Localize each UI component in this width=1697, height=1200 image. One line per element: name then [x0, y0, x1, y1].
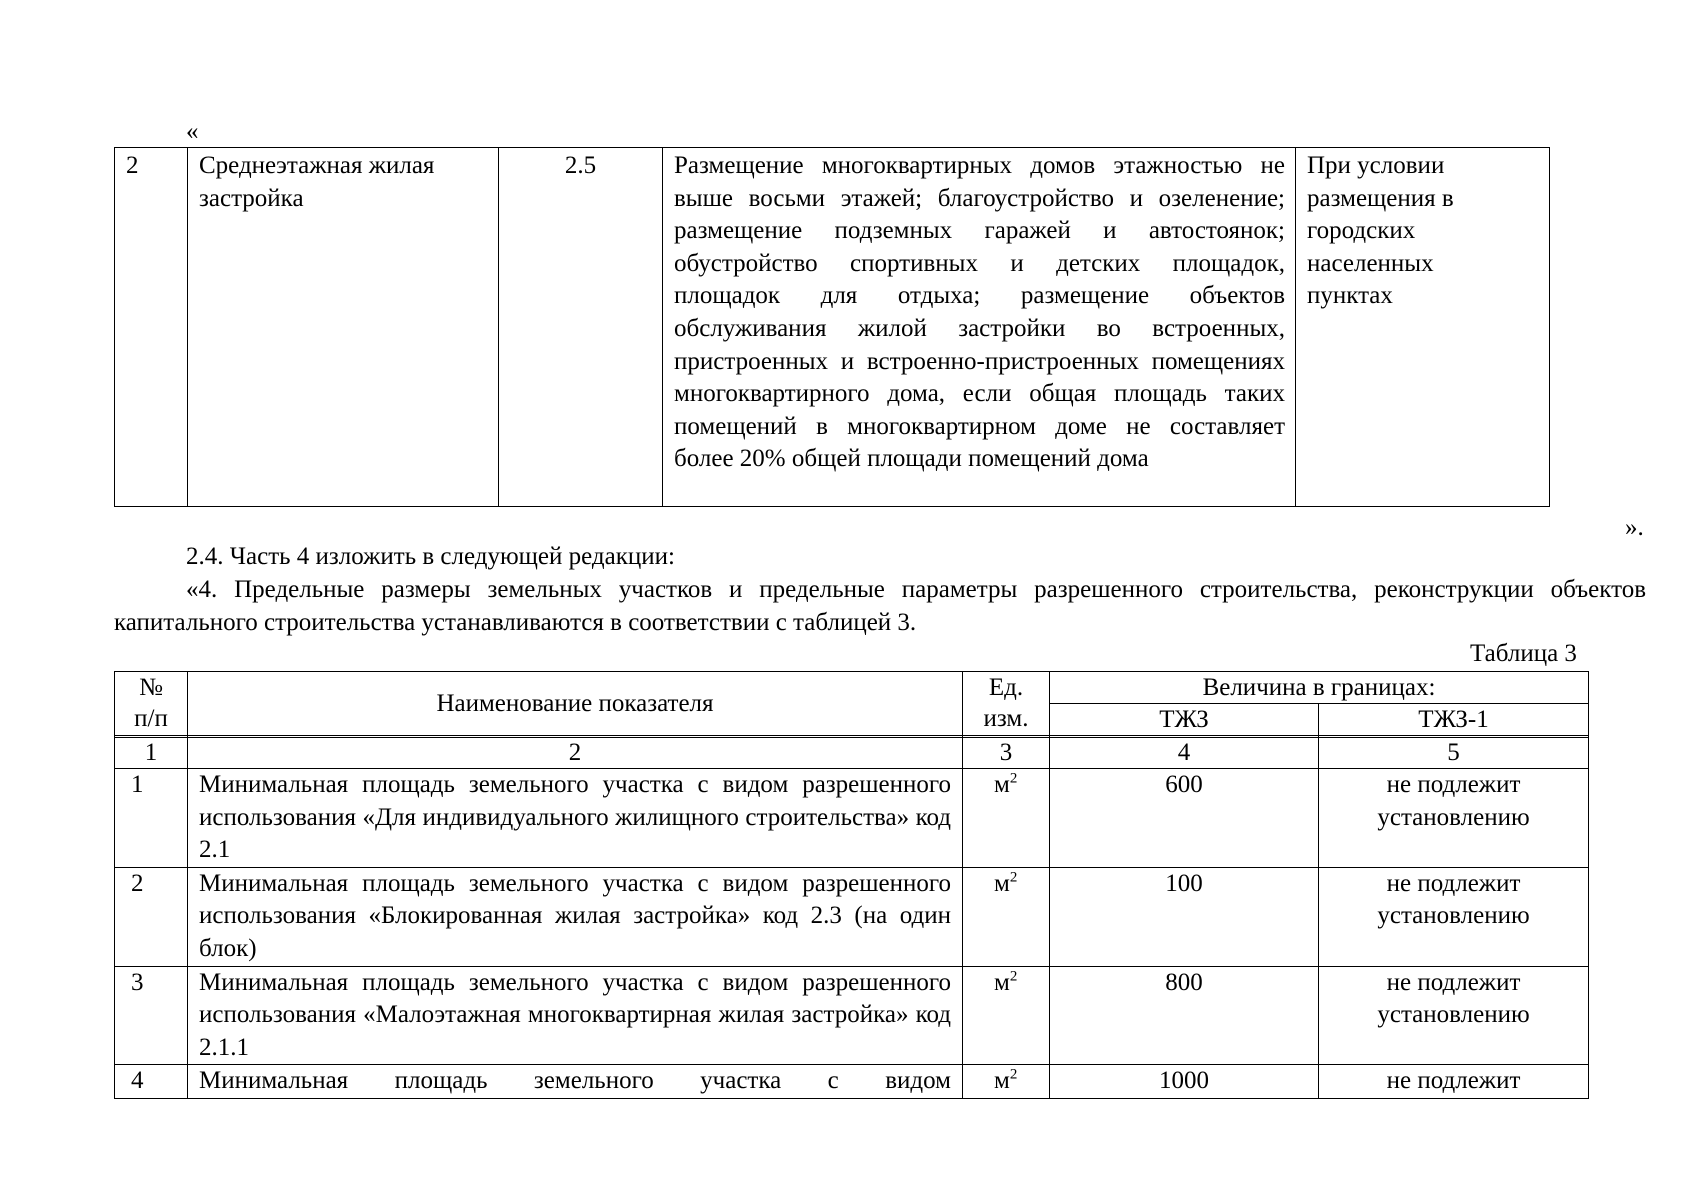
header-tzh3: ТЖЗ: [1050, 704, 1319, 736]
value-tzh3-1: не подлежит установлению: [1319, 769, 1589, 868]
indicator-name: Минимальная площадь земельного участка с видом разрешенного использования «Блокированная жилая застройка» код 2.3 (на один блок): [188, 867, 963, 966]
table-row: [115, 148, 1550, 507]
table-header-row: [115, 672, 1589, 704]
column-index: 3: [963, 738, 1050, 769]
land-use-name: Среднеэтажная жилая застройка: [188, 148, 499, 507]
row-number: 4: [115, 1065, 188, 1099]
closing-quote: ».: [1625, 514, 1644, 541]
indicator-name: Минимальная площадь земельного участка с видом: [188, 1065, 963, 1099]
row-number: 1: [115, 769, 188, 868]
row-number: 2: [115, 148, 188, 507]
row-number: 2: [115, 867, 188, 966]
value-tzh3: 100: [1050, 867, 1319, 966]
value-tzh3-1: не подлежит установлению: [1319, 966, 1589, 1065]
value-tzh3: 600: [1050, 769, 1319, 868]
indicator-name: Минимальная площадь земельного участка с видом разрешенного использования «Для индивидуального жилищного строительства» код 2.1: [188, 769, 963, 868]
table-row: [115, 769, 1589, 868]
column-index-row: [115, 738, 1589, 769]
indicator-name: Минимальная площадь земельного участка с видом разрешенного использования «Малоэтажная многоквартирная жилая застройка» код 2.1.1: [188, 966, 963, 1065]
unit-cell: $м^2$: [963, 867, 1050, 966]
table-caption: Таблица 3: [1470, 640, 1577, 667]
unit-cell: $м^2$: [963, 769, 1050, 868]
header-name: Наименование показателя: [188, 672, 963, 736]
paragraph-2-4: 2.4. Часть 4 изложить в следующей редакции:: [186, 543, 675, 570]
row-number: 3: [115, 966, 188, 1065]
value-tzh3-1: не подлежит установлению: [1319, 867, 1589, 966]
land-use-table-fragment: [114, 147, 1550, 507]
column-index: 1: [115, 738, 188, 769]
table-row: [115, 867, 1589, 966]
land-use-code: 2.5: [499, 148, 663, 507]
unit-cell: $м^2$: [963, 966, 1050, 1065]
value-tzh3-1: не подлежит: [1319, 1065, 1589, 1099]
value-tzh3: 800: [1050, 966, 1319, 1065]
opening-quote: «: [186, 118, 199, 145]
header-num: № п/п: [115, 672, 188, 736]
paragraph-part-4: «4. Предельные размеры земельных участков и предельные параметры разрешенного строительства, реконструкции объектов капитального строительства устанавливаются в соответствии с таблицей 3.: [114, 576, 1646, 636]
land-use-description: Размещение многоквартирных домов этажностью не выше восьми этажей; благоустройство и озеленение; размещение подземных гаражей и автостоянок; обустройство спортивных и детских площадок, площадок для отдыха; размещение объектов обслуживания жилой застройки во встроенных, пристроенных и встроенно-пристроенных помещениях многоквартирного дома, если общая площадь таких помещений в многоквартирном доме не составляет более 20% общей площади помещений дома: [663, 148, 1296, 507]
table-3: [114, 671, 1589, 1099]
unit-cell: $м^2$: [963, 1065, 1050, 1099]
column-index: 4: [1050, 738, 1319, 769]
value-tzh3: 1000: [1050, 1065, 1319, 1099]
table-row: [115, 966, 1589, 1065]
column-index: 5: [1319, 738, 1589, 769]
land-use-condition: При условии размещения в городских населенных пунктах: [1296, 148, 1550, 507]
header-value-group: Величина в границах:: [1050, 672, 1589, 704]
header-unit: Ед. изм.: [963, 672, 1050, 736]
column-index: 2: [188, 738, 963, 769]
table-row: [115, 1065, 1589, 1099]
header-tzh3-1: ТЖЗ-1: [1319, 704, 1589, 736]
